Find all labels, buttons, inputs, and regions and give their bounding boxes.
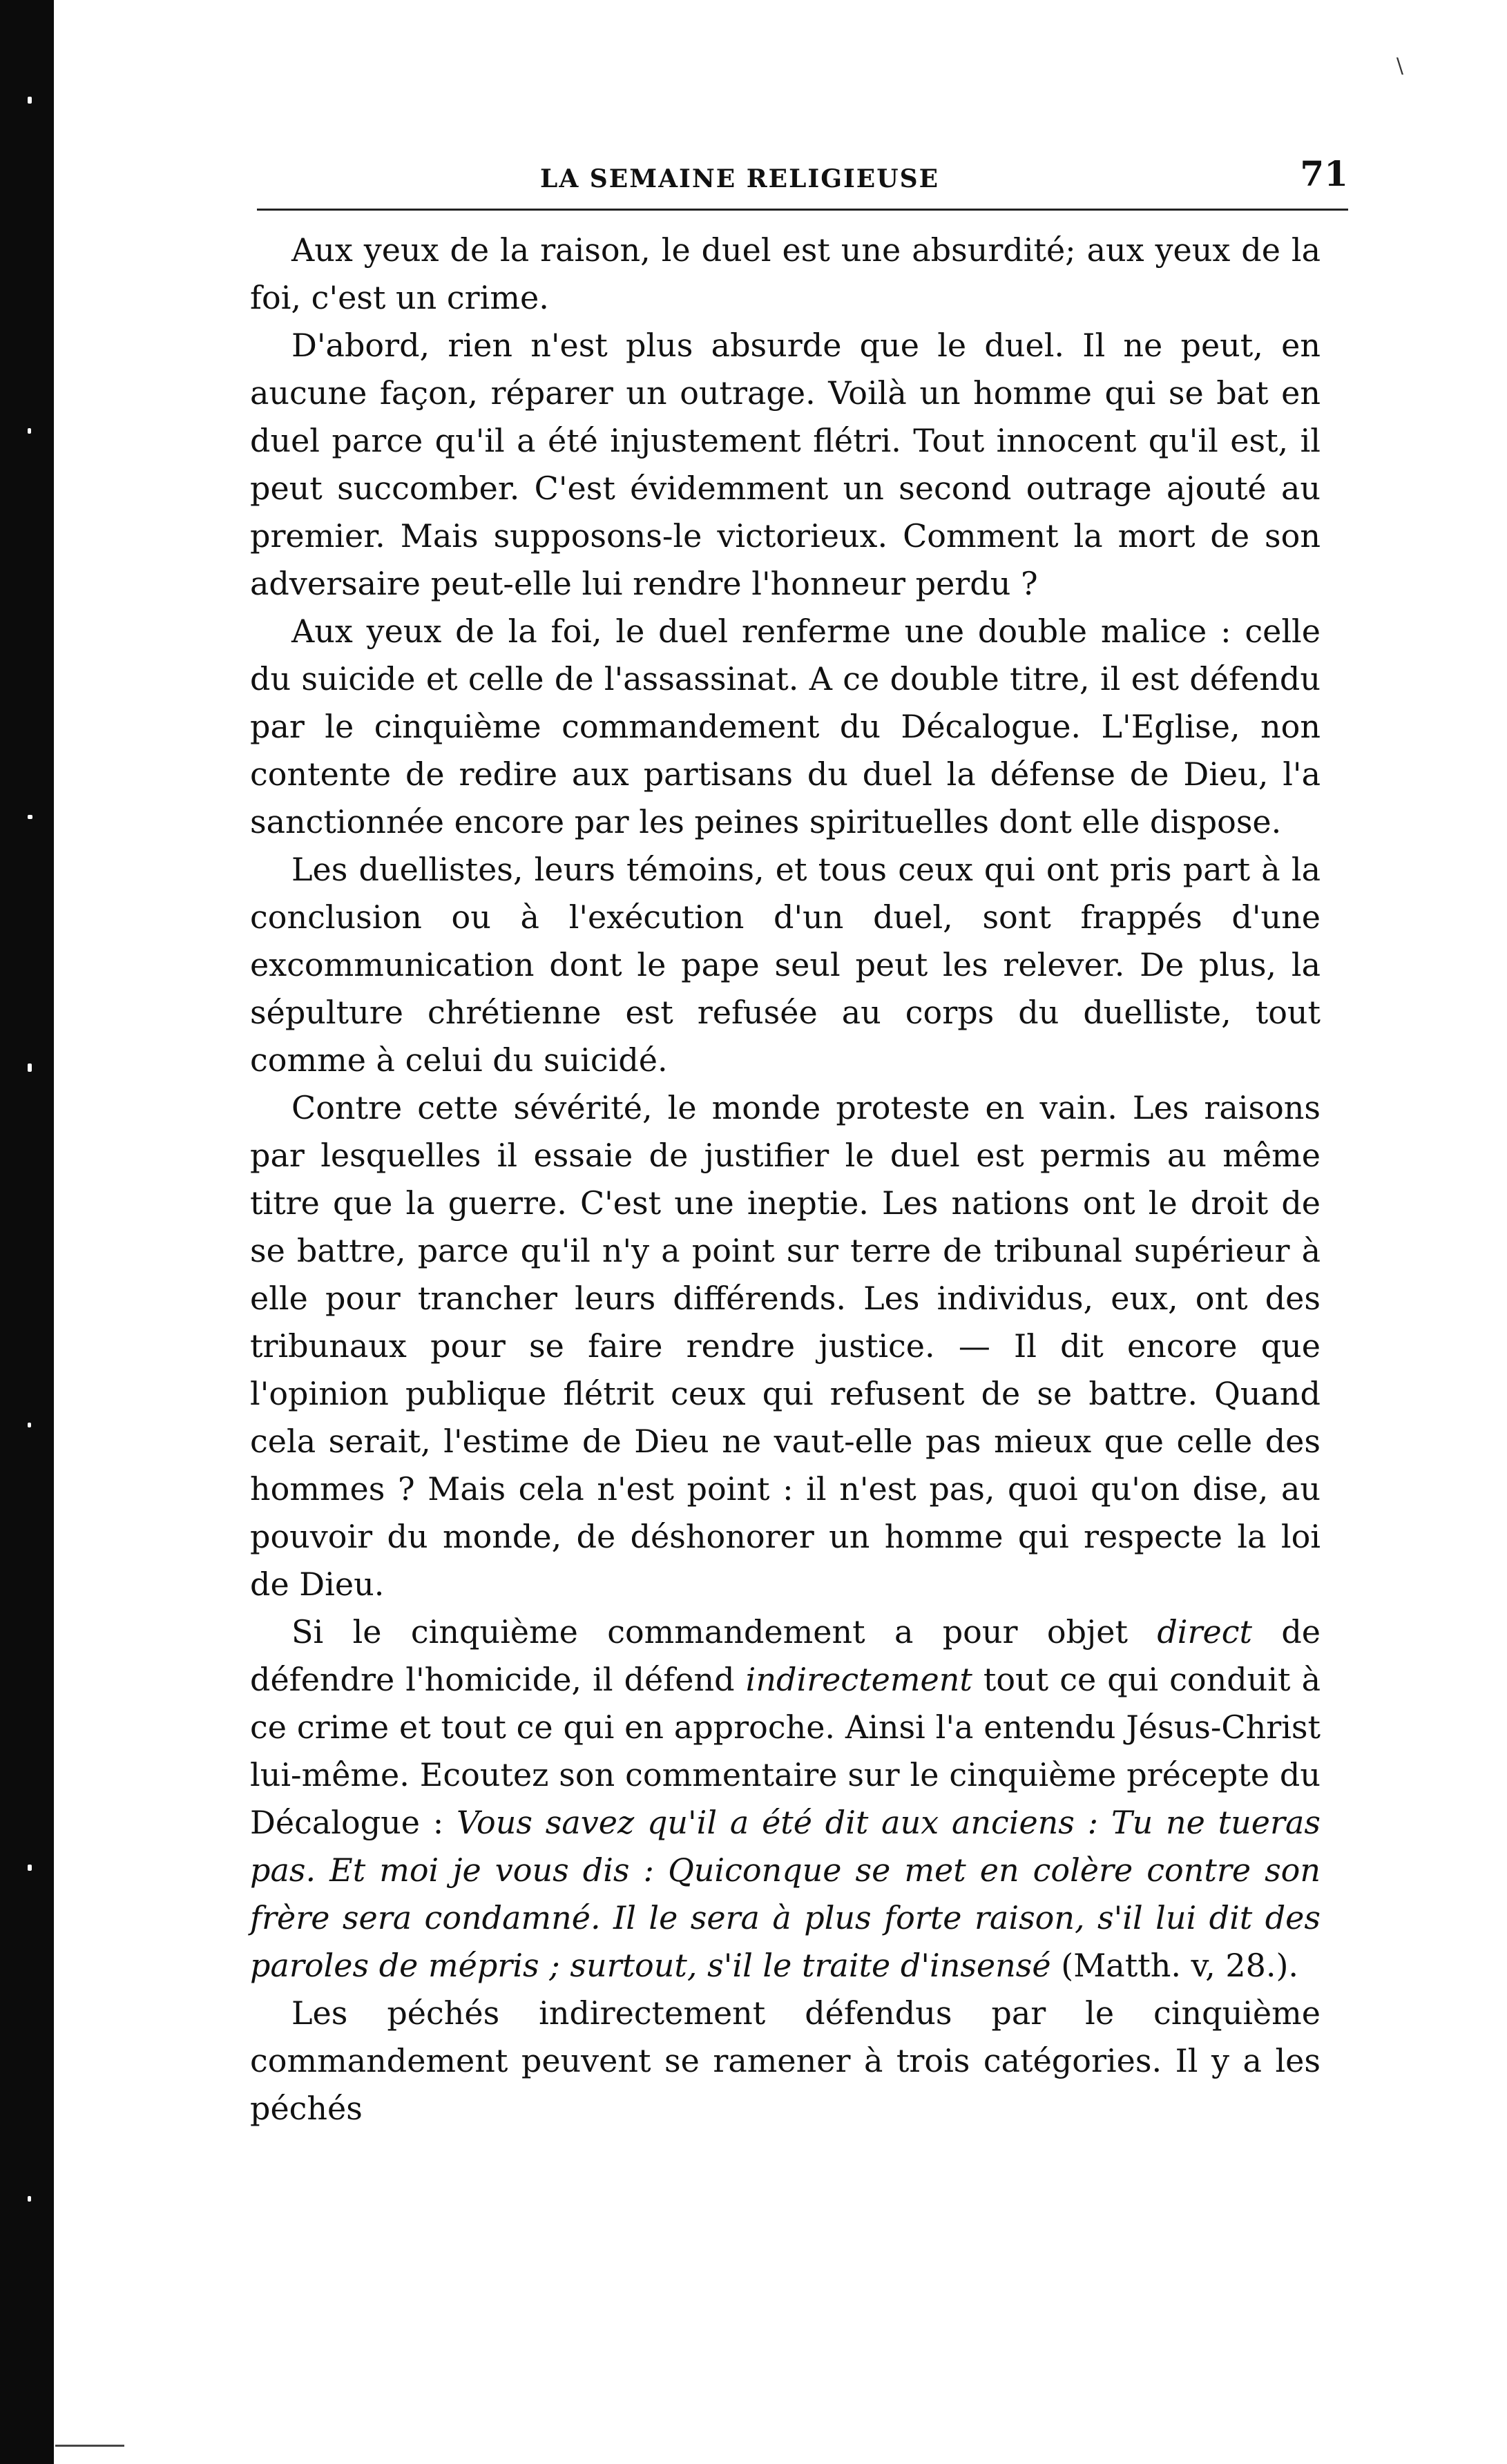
paragraph-7: Les péchés indirectement défendus par le cinquième commandement peuvent se ramener à trois catégories. Il y a les péchés — [250, 1994, 1321, 2127]
page-number: 71 — [1300, 153, 1348, 194]
binding-speck — [28, 1865, 32, 1871]
binding-edge — [0, 0, 54, 2464]
binding-speck — [28, 815, 32, 819]
paragraph-6 — [250, 1608, 1321, 1990]
page — [250, 138, 1348, 2127]
paragraph-1: Aux yeux de la raison, le duel est une absurdité; aux yeux de la foi, c'est un crime. — [250, 231, 1321, 316]
binding-speck — [28, 1423, 31, 1427]
scripture-reference: (Matth. v, 28.). — [1050, 1947, 1299, 1984]
body-text — [250, 227, 1321, 2133]
paragraph-4: Les duellistes, leurs témoins, et tous ceux qui ont pris part à la conclusion ou à l'exécution d'un duel, sont frappés d'une excommunication dont le pape seul peut les relever. De plus, la sépulture chrétienne est refusée au corps du duelliste, tout comme à celui du suicidé. — [250, 851, 1321, 1079]
foot-mark — [55, 2445, 124, 2447]
corner-mark: \ — [1396, 54, 1403, 78]
paragraph-6-part-a: Si le cinquième commandement a pour objet — [291, 1613, 1158, 1650]
binding-speck — [28, 428, 31, 434]
emphasis-direct: direct — [1157, 1613, 1252, 1650]
header-rule — [257, 209, 1348, 211]
emphasis-indirectement: indirectement — [745, 1661, 972, 1698]
scripture-quotation: Vous savez qu'il a été dit aux anciens : Tu ne tueras pas. Et moi je vous dis : Quiconque se met en colère contre son frère sera condamné. Il le sera à plus forte raison, s'il lui dit des paroles de mépris ; surtout, s'il le traite d'insensé — [250, 1804, 1321, 1984]
paragraph-2: D'abord, rien n'est plus absurde que le duel. Il ne peut, en aucune façon, réparer un outrage. Voilà un homme qui se bat en duel parce qu'il a été injustement flétri. Tout innocent qu'il est, il peut succomber. C'est évidemment un second outrage ajouté au premier. Mais supposons-le victorieux. Comment la mort de son adversaire peut-elle lui rendre l'honneur perdu ? — [250, 327, 1321, 602]
binding-speck — [28, 1063, 32, 1072]
paragraph-5: Contre cette sévérité, le monde proteste en vain. Les raisons par lesquelles il essaie de justifier le duel est permis au même titre que la guerre. C'est une ineptie. Les nations ont le droit de se battre, parce qu'il n'y a point sur terre de tribunal supérieur à elle pour trancher leurs différends. Les individus, eux, ont des tribunaux pour se faire rendre justice. — Il dit encore que l'opinion publique flétrit ceux qui refusent de se battre. Quand cela serait, l'estime de Dieu ne vaut-elle pas mieux que celle des hommes ? Mais cela n'est point : il n'est pas, quoi qu'on dise, au pouvoir du monde, de déshonorer un homme qui respecte la loi de Dieu. — [250, 1089, 1321, 1603]
binding-speck — [28, 2196, 31, 2202]
page-header — [250, 138, 1348, 199]
paragraph-6-part-b: de défendre l'homicide, il défend — [250, 1613, 1321, 1698]
running-title: LA SEMAINE RELIGIEUSE — [540, 164, 940, 193]
paragraph-6-part-c: tout ce qui conduit à ce crime et tout ce qui en approche. Ainsi l'a entendu Jésus-Christ lui-même. Ecoutez son commentaire sur le cinquième précepte du Décalogue : — [250, 1661, 1321, 1841]
binding-speck — [28, 97, 32, 104]
paragraph-3: Aux yeux de la foi, le duel renferme une double malice : celle du suicide et celle de l'assassinat. A ce double titre, il est défendu par le cinquième commandement du Décalogue. L'Eglise, non contente de redire aux partisans du duel la défense de Dieu, l'a sanctionnée encore par les peines spirituelles dont elle dispose. — [250, 613, 1321, 840]
